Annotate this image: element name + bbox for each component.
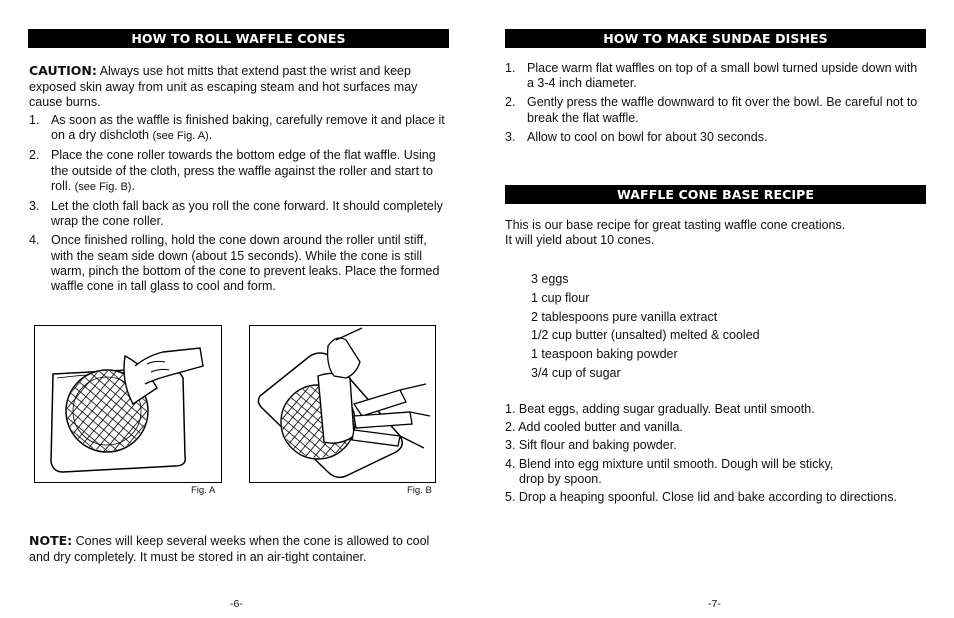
direction-text-continued: drop by spoon.: [519, 471, 602, 486]
step-number: 3.: [505, 129, 516, 144]
figure-b-caption: Fig. B: [407, 485, 432, 496]
step-text: Allow to cool on bowl for about 30 seconds.: [527, 129, 768, 144]
figure-a-caption: Fig. A: [191, 485, 216, 496]
step-number: 4.: [29, 233, 40, 248]
figure-reference: (see Fig. A): [152, 130, 209, 143]
figure-b: [249, 325, 436, 483]
rolling-cone-illustration: [250, 326, 434, 481]
roll-step: [29, 113, 447, 144]
step-number: 2.: [29, 148, 40, 163]
step-text: Place warm flat waffles on top of a small bowl turned upside down with a 3-4 inch diameter.: [527, 61, 918, 91]
step-number: 2.: [505, 95, 516, 110]
step-text: Let the cloth fall back as you roll the cone forward. It should completely wrap the cone roller.: [51, 199, 443, 229]
roll-step: [29, 233, 447, 294]
figure-a: [34, 325, 222, 483]
step-text-end: .: [131, 178, 135, 193]
step-text: As soon as the waffle is finished baking, carefully remove it and place it on a dry dishcloth: [51, 113, 445, 143]
direction-text: 4. Blend into egg mixture until smooth. Dough will be sticky,: [505, 456, 834, 471]
note-paragraph: [29, 533, 444, 565]
figure-reference: (see Fig. B): [74, 180, 132, 193]
step-text: Once finished rolling, hold the cone down around the roller until stiff, with the seam side down (about 15 seconds). While the cone is still warm, pinch the bottom of the cone to prevent leaks. Place the formed waffle cone in tall glass to cool and form.: [51, 233, 440, 294]
direction-item: [505, 402, 897, 417]
caution-text: Always use hot mitts that extend past the wrist and keep exposed skin away from unit as escaping steam and hot surfaces may cause burns.: [29, 64, 418, 109]
caution-paragraph: [29, 63, 439, 111]
ingredients-list: [531, 270, 760, 383]
page-number-left: -6-: [230, 598, 243, 610]
note-label: NOTE:: [29, 533, 73, 548]
ingredient-item: 1/2 cup butter (unsalted) melted & cooled: [531, 328, 760, 343]
sundae-step: [505, 130, 920, 145]
sundae-step: [505, 95, 920, 125]
ingredient-item: 3/4 cup of sugar: [531, 365, 621, 380]
direction-text: 5. Drop a heaping spoonful. Close lid and bake according to directions.: [505, 490, 897, 505]
roll-steps-list: [29, 113, 447, 298]
waffle-on-cloth-illustration: [35, 326, 220, 481]
sundae-step: [505, 61, 920, 91]
ingredient-item: 1 cup flour: [531, 290, 590, 305]
direction-item: [505, 457, 897, 487]
step-number: 1.: [29, 113, 40, 127]
note-text: Cones will keep several weeks when the cone is allowed to cool and dry completely. It must be stored in an air-tight container.: [29, 534, 430, 564]
ingredient-item: 2 tablespoons pure vanilla extract: [531, 309, 718, 324]
ingredient-item: 1 teaspoon baking powder: [531, 347, 678, 362]
step-number: 1.: [505, 61, 516, 75]
section-header-roll-cones: HOW TO ROLL WAFFLE CONES: [28, 29, 449, 48]
directions-list: [505, 402, 897, 508]
step-text: Gently press the waffle downward to fit over the bowl. Be careful not to break the flat waffle.: [527, 95, 918, 125]
section-header-sundae-dishes: HOW TO MAKE SUNDAE DISHES: [505, 29, 926, 48]
roll-step: [29, 148, 447, 195]
section-header-recipe: WAFFLE CONE BASE RECIPE: [505, 185, 926, 204]
page-number-right: -7-: [708, 598, 721, 610]
step-text-end: .: [208, 128, 213, 143]
direction-text: 3. Sift flour and baking powder.: [505, 438, 677, 453]
caution-label: CAUTION:: [29, 63, 97, 78]
ingredient-item: 3 eggs: [531, 272, 569, 286]
recipe-intro-line1: This is our base recipe for great tasting waffle cone creations.: [505, 218, 846, 232]
step-text: Place the cone roller towards the bottom edge of the flat waffle. Using the outside of the cloth, press the waffle against the roller and start to roll.: [51, 148, 436, 193]
roll-step: [29, 199, 447, 229]
direction-item: [505, 490, 897, 505]
direction-item: [505, 438, 897, 453]
recipe-intro-line2: It will yield about 10 cones.: [505, 233, 655, 247]
direction-text: 2. Add cooled butter and vanilla.: [505, 420, 683, 435]
direction-item: [505, 420, 897, 435]
step-number: 3.: [29, 199, 40, 214]
direction-text: 1. Beat eggs, adding sugar gradually. Beat until smooth.: [505, 402, 815, 416]
sundae-steps-list: [505, 61, 920, 149]
